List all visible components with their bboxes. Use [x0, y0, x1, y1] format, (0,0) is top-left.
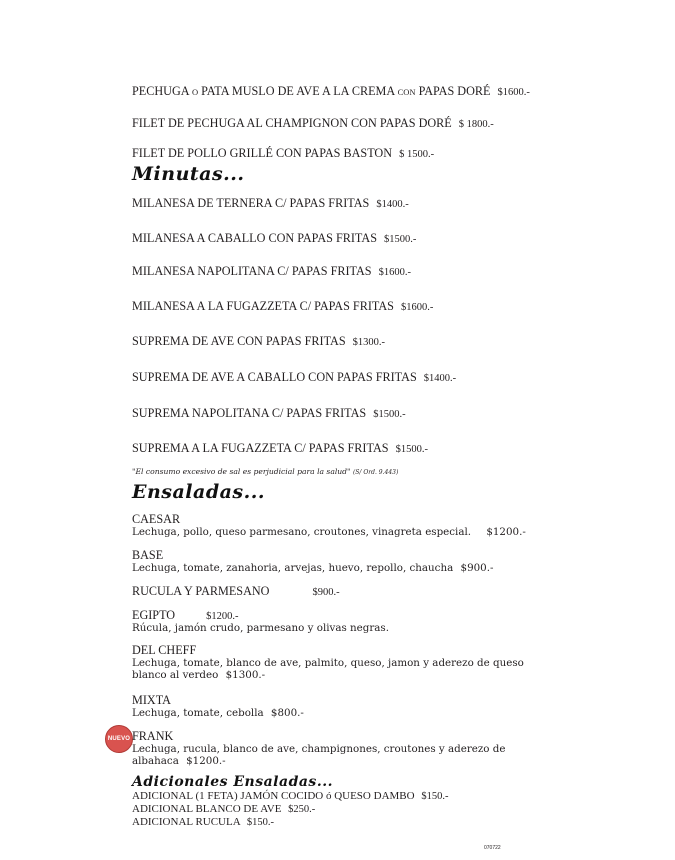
item-price: $1500.- [384, 234, 417, 245]
item-price: $1400.- [376, 199, 409, 210]
salad-row [132, 584, 340, 599]
item-text: PAPAS DORÉ [418, 84, 491, 98]
item-price: $1600.- [497, 87, 530, 98]
item-price: $1600.- [401, 302, 434, 313]
item-price: $1500.- [395, 444, 428, 455]
footer-code: 070722 [484, 845, 501, 851]
description-text: Lechuga, tomate, cebolla [132, 707, 264, 719]
menu-item [132, 790, 448, 802]
description-text: Lechuga, tomate, zanahoria, arvejas, huevo, repollo, chaucha [132, 562, 454, 574]
item-text: ADICIONAL BLANCO DE AVE [132, 803, 282, 815]
warning-ordinance: (S/ Ord. 9.443) [352, 469, 399, 476]
item-text: SUPREMA DE AVE A CABALLO CON PAPAS FRITAS [132, 370, 417, 384]
salad-name: BASE [132, 548, 164, 562]
item-price: $250.- [288, 804, 316, 815]
menu-item [132, 406, 406, 421]
item-connector: CON [397, 87, 416, 97]
section-heading-ensaladas: Ensaladas... [132, 481, 265, 503]
item-text: SUPREMA DE AVE CON PAPAS FRITAS [132, 334, 346, 348]
section-heading-adicionales: Adicionales Ensaladas... [132, 774, 333, 790]
description-text: blanco al verdeo [132, 669, 219, 681]
item-text: MILANESA DE TERNERA C/ PAPAS FRITAS [132, 196, 370, 210]
menu-item [132, 441, 428, 456]
description-text: Lechuga, pollo, queso parmesano, croutones, vinagreta especial. [132, 526, 472, 538]
item-text: FILET DE POLLO GRILLÉ CON PAPAS BASTON [132, 146, 393, 160]
menu-item [132, 196, 409, 211]
item-price: $1400.- [423, 373, 457, 384]
item-text: SUPREMA A LA FUGAZZETA C/ PAPAS FRITAS [132, 441, 389, 455]
salad-name: DEL CHEFF [132, 643, 197, 657]
menu-item [132, 803, 315, 815]
salad-name: RUCULA Y PARMESANO [132, 584, 270, 598]
item-price: $1200.- [186, 755, 226, 767]
item-price: $900.- [312, 587, 340, 598]
salad-row [132, 608, 239, 623]
menu-item [132, 370, 456, 385]
menu-item [132, 334, 385, 349]
item-price: $ 1500.- [399, 149, 435, 160]
salad-description [132, 669, 265, 682]
salad-description [132, 562, 493, 575]
salad-description: Rúcula, jamón crudo, parmesano y olivas negras. [132, 622, 389, 634]
item-price: $1300.- [352, 337, 386, 348]
salad-description: Lechuga, tomate, blanco de ave, palmito, queso, jamon y aderezo de queso [132, 657, 524, 669]
menu-item [132, 264, 411, 279]
item-price: $1200.- [486, 526, 526, 538]
salad-description [132, 707, 304, 720]
item-price: $150.- [421, 791, 449, 802]
menu-item [132, 816, 274, 828]
item-text: PATA MUSLO DE AVE A LA CREMA [201, 84, 395, 98]
item-price: $1300.- [225, 669, 266, 681]
item-price: $1600.- [378, 267, 412, 278]
item-text: PECHUGA [132, 84, 189, 98]
menu-item [132, 84, 530, 99]
salad-description: Lechuga, rucula, blanco de ave, champignones, croutones y aderezo de [132, 743, 506, 755]
item-price: $1200.- [206, 611, 239, 622]
item-price: $1500.- [373, 409, 406, 420]
section-heading-minutas: Minutas... [132, 163, 245, 185]
salad-description [132, 526, 526, 539]
item-text: SUPREMA NAPOLITANA C/ PAPAS FRITAS [132, 406, 367, 420]
item-text: MILANESA A LA FUGAZZETA C/ PAPAS FRITAS [132, 299, 394, 313]
item-price: $900.- [460, 562, 494, 574]
item-price: $150.- [246, 817, 274, 828]
item-price: $800.- [270, 707, 304, 719]
item-text: ADICIONAL RUCULA [132, 816, 241, 828]
menu-item [132, 146, 434, 161]
salad-name: FRANK [132, 729, 174, 743]
item-text: FILET DE PECHUGA AL CHAMPIGNON CON PAPAS DORÉ [132, 116, 452, 130]
item-price: $ 1800.- [458, 119, 494, 130]
salad-name: EGIPTO [132, 608, 176, 622]
menu-item [132, 231, 416, 246]
nuevo-badge: NUEVO [105, 725, 133, 753]
salad-name: CAESAR [132, 512, 181, 526]
salad-description [132, 755, 226, 768]
item-text: MILANESA A CABALLO CON PAPAS FRITAS [132, 231, 377, 245]
item-connector: O [191, 87, 199, 97]
item-text: ADICIONAL (1 FETA) JAMÓN COCIDO ó QUESO DAMBO [132, 790, 415, 802]
menu-item [132, 299, 433, 314]
menu-item [132, 116, 494, 131]
warning-text: "El consumo excesivo de sal es perjudicial para la salud" [132, 467, 351, 476]
description-text: albahaca [132, 755, 179, 767]
item-text: MILANESA NAPOLITANA C/ PAPAS FRITAS [132, 264, 372, 278]
salad-name: MIXTA [132, 693, 171, 707]
salt-warning [132, 467, 398, 476]
